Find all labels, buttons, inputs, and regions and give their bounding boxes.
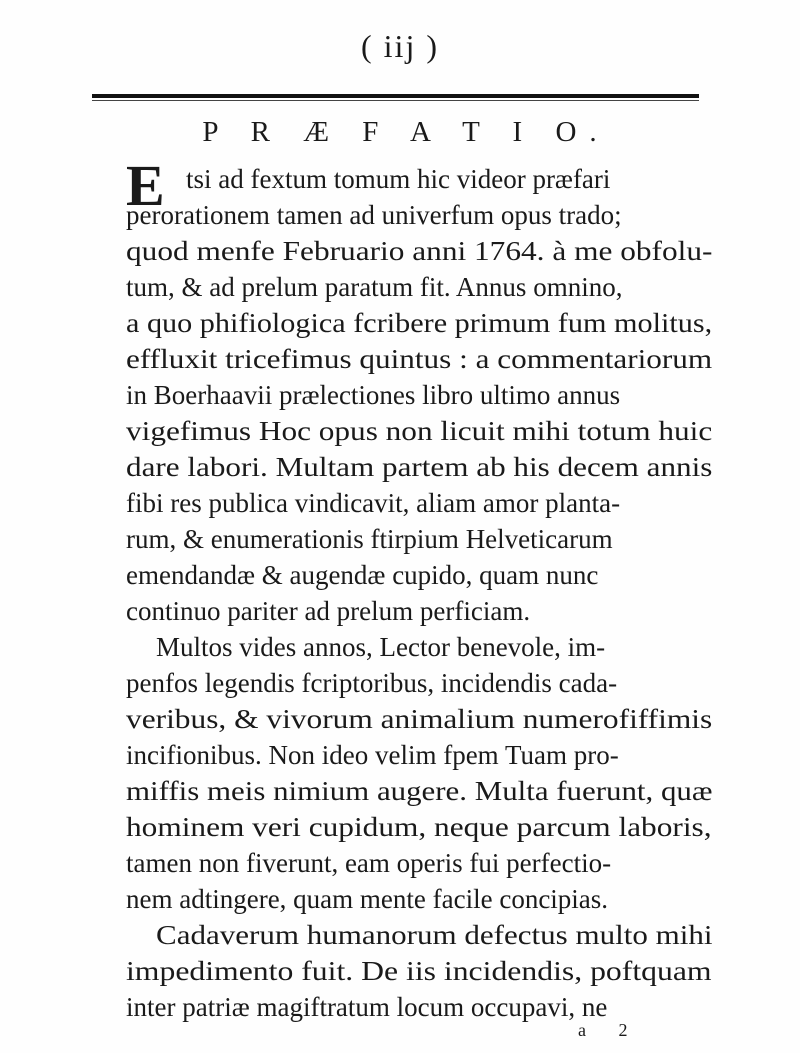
text-line-3: quod menfe Februario anni 1764. à me obfolu- [126, 236, 713, 266]
page-number: ( iij ) [361, 28, 439, 64]
header-rule [92, 94, 699, 98]
text-line-19: hominem veri cupidum, neque parcum laboris, [126, 812, 712, 842]
text-line-22: Cadaverum humanorum defectus multo mihi [156, 920, 713, 950]
text-line-2: perorationem tamen ad univerfum opus trado; [126, 200, 622, 230]
text-line-18: miffis meis nimium augere. Multa fuerunt, quæ [126, 776, 713, 806]
text-line-1: tsi ad fextum tomum hic videor præfari [186, 164, 611, 194]
text-line-4: tum, & ad prelum paratum fit. Annus omnino, [126, 272, 623, 302]
text-line-15: penfos legendis fcriptoribus, incidendis cada- [126, 668, 618, 698]
text-line-11: rum, & enumerationis ftirpium Helveticarum [126, 524, 613, 554]
text-line-10: fibi res publica vindicavit, aliam amor planta- [126, 488, 621, 518]
text-line-13: continuo pariter ad prelum perficiam. [126, 596, 531, 626]
text-line-24: inter patriæ magiftratum locum occupavi, ne [126, 992, 608, 1022]
text-line-21: nem adtingere, quam mente facile concipias. [126, 884, 609, 914]
header-rule-thin [92, 100, 699, 101]
text-line-9: dare labori. Multam partem ab his decem annis [126, 452, 713, 482]
text-line-23: impedimento fuit. De iis incidendis, poftquam [126, 956, 712, 986]
text-line-7: in Boerhaavii prælectiones libro ultimo annus [126, 380, 621, 410]
text-line-20: tamen non fiverunt, eam operis fui perfectio- [126, 848, 612, 878]
text-line-12: emendandæ & augendæ cupido, quam nunc [126, 560, 599, 590]
text-line-17: incifionibus. Non ideo velim fpem Tuam pro- [126, 740, 619, 770]
text-line-14: Multos vides annos, Lector benevole, im- [156, 632, 606, 662]
drop-cap: E [126, 153, 165, 218]
text-line-8: vigefimus Hoc opus non licuit mihi totum huic [126, 416, 713, 446]
signature-mark: a 2 [578, 1020, 642, 1040]
text-line-16: veribus, & vivorum animalium numerofiffimis [126, 704, 713, 734]
page-title: P R Æ F A T I O. [202, 116, 610, 148]
text-line-5: a quo phifiologica fcribere primum fum molitus, [126, 308, 713, 338]
text-line-6: effluxit tricefimus quintus : a commentariorum [126, 344, 713, 374]
